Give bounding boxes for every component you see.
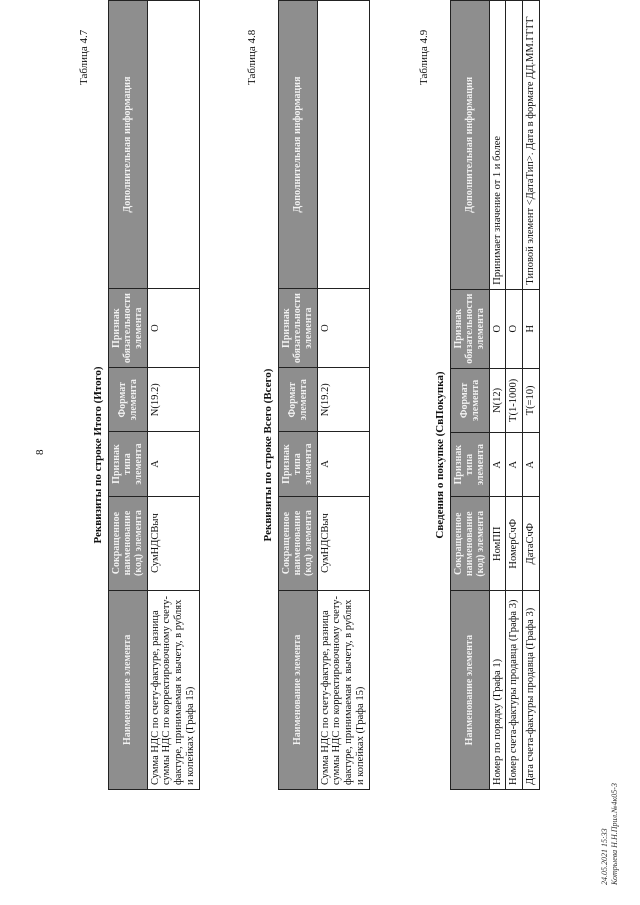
cell-element-type: А	[147, 432, 199, 496]
cell-element-format: T(=10)	[523, 368, 540, 432]
header-element-required: Признак обязательности элемента	[451, 289, 490, 368]
requisites-table-4-9	[450, 0, 540, 790]
header-element-required: Признак обязательности элемента	[109, 289, 148, 368]
header-additional-info: Дополнительная информация	[279, 1, 318, 289]
requisites-table-4-8	[278, 0, 370, 790]
table-header-row	[109, 1, 148, 790]
cell-additional-info	[147, 1, 199, 289]
header-element-type: Признак типа элемента	[451, 433, 490, 497]
page-number: 8	[34, 449, 46, 455]
header-element-code: Сокращенное наименование (код) элемента	[451, 497, 490, 591]
cell-element-type: А	[523, 433, 540, 497]
cell-element-format: N(19.2)	[317, 368, 369, 432]
table-row	[317, 1, 369, 790]
cell-element-required: О	[317, 289, 369, 368]
cell-element-format: T(1-1000)	[506, 368, 523, 432]
cell-element-required: О	[147, 289, 199, 368]
requisites-table-4-7	[108, 0, 200, 790]
cell-element-type: А	[489, 433, 506, 497]
cell-element-type: А	[317, 432, 369, 496]
footer-author: Котрыева Н.Н.Прил.№4к05-3	[609, 783, 619, 885]
header-element-required: Признак обязательности элемента	[279, 289, 318, 368]
table-row	[523, 1, 540, 790]
cell-element-name: Номер счета-фактуры продавца (Графа 3)	[506, 591, 523, 790]
table-row	[506, 1, 523, 790]
footer-note	[600, 783, 619, 885]
header-element-format: Формат элемента	[109, 368, 148, 432]
cell-element-code: НомерСчФ	[506, 497, 523, 591]
cell-element-required: Н	[523, 289, 540, 368]
header-element-format: Формат элемента	[451, 368, 490, 432]
table-label-4-9: Таблица 4.9	[418, 29, 430, 85]
header-element-type: Признак типа элемента	[279, 432, 318, 496]
cell-element-name: Дата счета-фактуры продавца (Графа 3)	[523, 591, 540, 790]
cell-additional-info	[506, 1, 523, 290]
table-caption-4-7: Реквизиты по строке Итого (Итого)	[92, 366, 104, 544]
cell-additional-info: Типовой элемент <ДатаТип>. Дата в формате ДД.ММ.ГГГГ	[523, 1, 540, 290]
header-element-name: Наименование элемента	[109, 590, 148, 789]
cell-element-name: Сумма НДС по счету-фактуре, разница суммы НДС по корректировочному счету-фактуре, принимаемая к вычету, в рублях и копейках (Графа 15)	[147, 590, 199, 789]
table-caption-4-9: Сведения о покупке (СвПокупка)	[434, 371, 446, 539]
cell-element-required: О	[489, 289, 506, 368]
cell-element-format: N(19.2)	[147, 368, 199, 432]
footer-timestamp: 24.05.2021 15:33	[600, 828, 609, 885]
table-row	[489, 1, 506, 790]
cell-element-code: ДатаСчФ	[523, 497, 540, 591]
table-row	[147, 1, 199, 790]
header-additional-info: Дополнительная информация	[451, 1, 490, 290]
cell-element-name: Номер по порядку (Графа 1)	[489, 591, 506, 790]
header-element-format: Формат элемента	[279, 368, 318, 432]
header-element-name: Наименование элемента	[279, 590, 318, 789]
table-label-4-7: Таблица 4.7	[78, 29, 90, 85]
cell-element-required: О	[506, 289, 523, 368]
table-caption-4-8: Реквизиты по строке Всего (Всего)	[262, 368, 274, 542]
header-element-type: Признак типа элемента	[109, 432, 148, 496]
cell-element-code: СумНДСВыч	[147, 496, 199, 590]
table-label-4-8: Таблица 4.8	[246, 29, 258, 85]
table-header-row	[451, 1, 490, 790]
cell-element-name: Сумма НДС по счету-фактуре, разница суммы НДС по корректировочному счету-фактуре, принимаемая к вычету, в рублях и копейках (Графа 15)	[317, 590, 369, 789]
header-additional-info: Дополнительная информация	[109, 1, 148, 289]
cell-element-code: НомПП	[489, 497, 506, 591]
cell-element-code: СумНДСВыч	[317, 496, 369, 590]
cell-element-type: А	[506, 433, 523, 497]
table-header-row	[279, 1, 318, 790]
cell-additional-info: Принимает значение от 1 и более	[489, 1, 506, 290]
header-element-code: Сокращенное наименование (код) элемента	[109, 496, 148, 590]
cell-element-format: N(12)	[489, 368, 506, 432]
cell-additional-info	[317, 1, 369, 289]
header-element-name: Наименование элемента	[451, 591, 490, 790]
header-element-code: Сокращенное наименование (код) элемента	[279, 496, 318, 590]
